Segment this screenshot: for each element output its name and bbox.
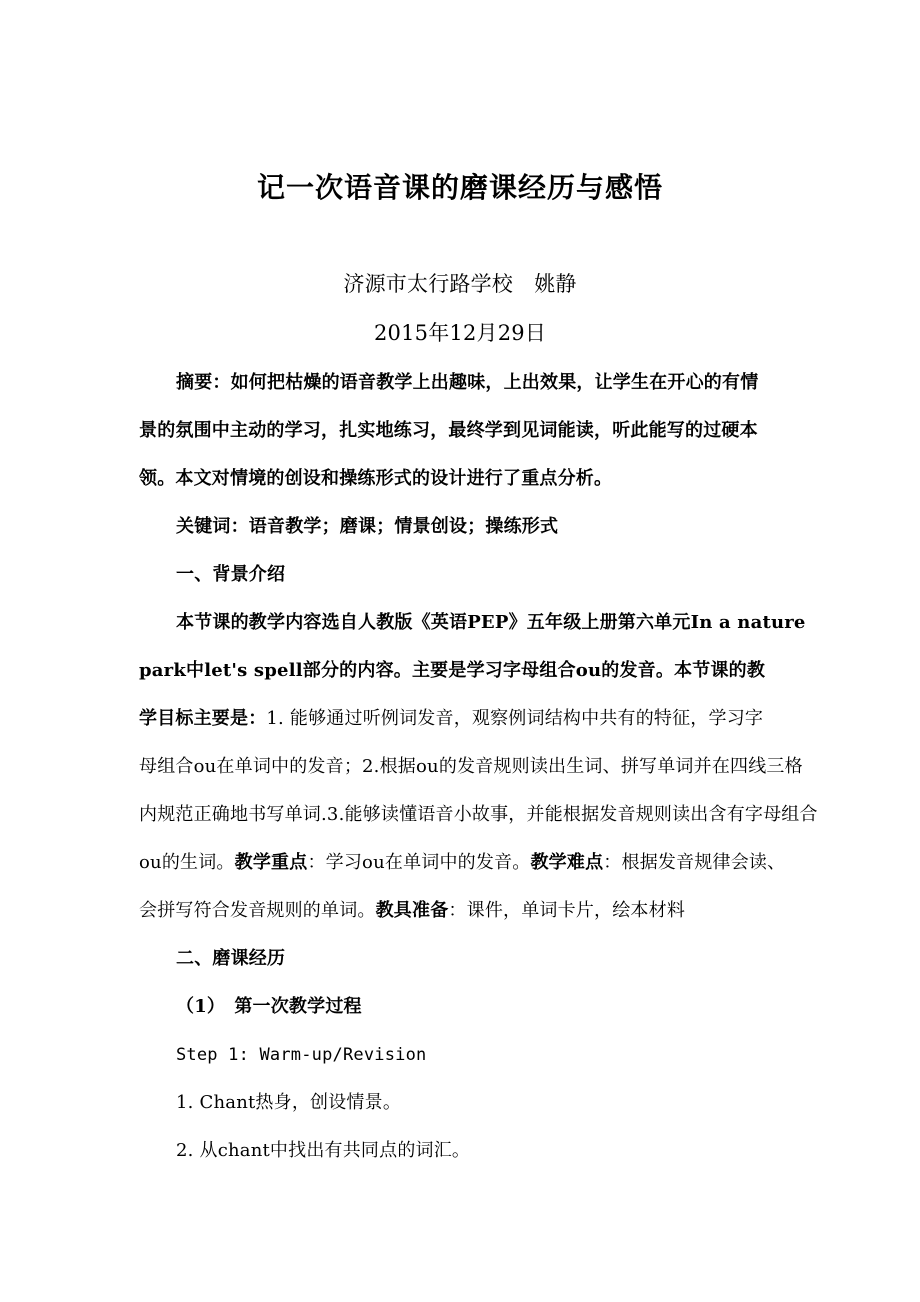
section-1-para-line-4: 母组合ou在单词中的发音；2.根据ou的发音规则读出生词、拼写单词并在四线三格 (139, 756, 803, 777)
key-point-text: ：学习ou在单词中的发音。 (307, 852, 531, 873)
step-1-item-2: 2. 从chant中找出有共同点的词汇。 (176, 1140, 471, 1161)
line-6-start: ou的生词。 (139, 852, 235, 873)
section-1-para-line-2: park中let's spell部分的内容。主要是学习字母组合ou的发音。本节课的教 (139, 660, 766, 681)
abstract-line-3: 领。本文对情境的创设和操练形式的设计进行了重点分析。 (139, 468, 613, 489)
section-1-heading: 一、背景介绍 (176, 564, 286, 585)
abstract-line-1: 摘要：如何把枯燥的语音教学上出趣味，上出效果，让学生在开心的有情 (176, 372, 759, 393)
objectives-text: 1. 能够通过听例词发音，观察例词结构中共有的特征，学习字 (266, 708, 764, 729)
line-7-start: 会拼写符合发音规则的单词。 (139, 900, 376, 921)
document-title: 记一次语音课的磨课经历与感悟 (256, 171, 663, 204)
step-1-item-1: 1. Chant热身，创设情景。 (176, 1092, 402, 1113)
materials-text: ：课件，单词卡片，绘本材料 (448, 900, 686, 921)
keywords-line: 关键词：语音教学；磨课；情景创设；操练形式 (176, 516, 559, 537)
sub-heading-first-teaching: （1） 第一次教学过程 (176, 996, 362, 1017)
section-1-para-line-6 (139, 852, 785, 874)
section-1-para-line-3 (139, 708, 763, 730)
objectives-label: 学目标主要是： (139, 708, 267, 729)
section-1-para-line-1: 本节课的教学内容选自人教版《英语PEP》五年级上册第六单元In a nature (176, 612, 806, 633)
difficulty-text: ：根据发音规律会读、 (603, 852, 786, 873)
section-1-para-line-5: 内规范正确地书写单词.3.能够读懂语音小故事，并能根据发音规则读出含有字母组合 (139, 804, 818, 825)
step-1-heading: Step 1: Warm-up/Revision (176, 1045, 427, 1065)
section-1-para-line-7 (139, 900, 685, 922)
key-point-label: 教学重点 (234, 852, 308, 873)
difficulty-label: 教学难点 (530, 852, 604, 873)
author-line: 济源市太行路学校 姚静 (343, 272, 577, 296)
abstract-line-2: 景的氛围中主动的学习，扎实地练习，最终学到见词能读，听此能写的过硬本 (139, 420, 758, 441)
date-line: 2015年12月29日 (373, 321, 547, 345)
section-2-heading: 二、磨课经历 (176, 948, 286, 969)
materials-label: 教具准备 (375, 900, 449, 921)
